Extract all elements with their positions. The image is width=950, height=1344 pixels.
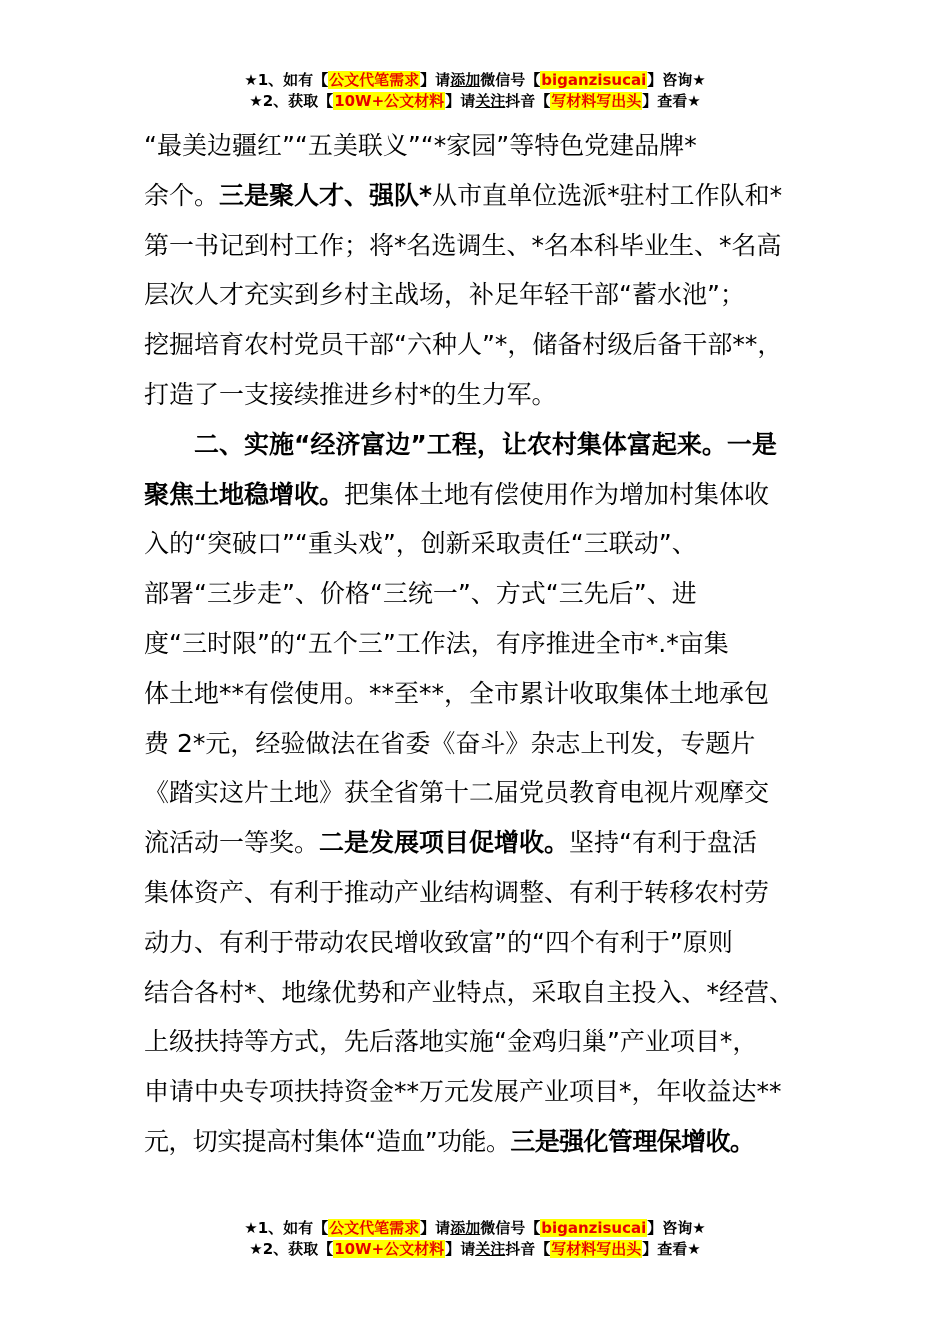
banner-line-2: ★2、获取【10W+公文材料】请关注抖音【写材料写出头】查看★ [249,92,701,110]
bold-heading: 三是强化管理保增收。 [510,1126,755,1156]
text-line: 挖掘培育农村党员干部“六种人”*，储备村级后备干部**， [144,330,783,360]
text-line: 上级扶持等方式，先后落地实施“金鸡归巢”产业项目*， [144,1027,758,1057]
text-line: 度“三时限”的“五个三”工作法，有序推进全市*.*亩集 [144,628,729,658]
text-line: 元，切实提高村集体“造血”功能。三是强化管理保增收。 [144,1126,755,1156]
text-line: 动力、有利于带动农民增收致富”的“四个有利于”原则 [144,927,733,957]
bold-heading: 二是发展项目促增收。 [319,828,570,858]
text-line: 第一书记到村工作；将*名选调生、*名本科毕业生、*名高 [144,230,782,260]
text-line: “最美边疆红”“五美联义”“*家园”等特色党建品牌* [144,131,697,160]
banner-line-2: ★2、获取【10W+公文材料】请关注抖音【写材料写出头】查看★ [249,1240,701,1258]
banner-line-1: ★1、如有【公文代笔需求】请添加微信号【biganzisucai】咨询★ [244,71,706,89]
text-line: 集体资产、有利于推动产业结构调整、有利于转移农村劳 [144,877,770,907]
header-banner [0,70,950,112]
bold-heading: 聚焦土地稳增收。 [144,479,345,509]
text-line: 《踏实这片土地》获全省第十二届党员教育电视片观摩交 [144,778,770,808]
highlight-douyin: 写材料写出头 [551,92,642,110]
bold-heading: 三是聚人才、强队* [219,180,433,210]
highlight-materials: 10W+公文材料 [334,92,445,110]
footer-banner [0,1218,950,1260]
text-line: 余个。三是聚人才、强队*从市直单位选派*驻村工作队和* [144,180,783,210]
highlight-materials: 10W+公文材料 [334,1240,445,1258]
highlight-douyin: 写材料写出头 [551,1240,642,1258]
text-line: 打造了一支接续推进乡村*的生力军。 [144,379,557,409]
banner-line-1: ★1、如有【公文代笔需求】请添加微信号【biganzisucai】咨询★ [244,1219,706,1237]
text-line: 申请中央专项扶持资金**万元发展产业项目*，年收益达** [144,1077,782,1107]
text-line: 结合各村*、地缘优势和产业特点，采取自主投入、*经营、 [144,977,795,1007]
text-line: 层次人才充实到乡村主战场，补足年轻干部“蓄水池”； [144,280,745,310]
text-line: 聚焦土地稳增收。把集体土地有偿使用作为增加村集体收 [144,479,770,509]
text-line: 部署“三步走”、价格“三统一”、方式“三先后”、进 [144,579,697,609]
highlight-service: 公文代笔需求 [329,71,420,89]
text-line: 流活动一等奖。二是发展项目促增收。坚持“有利于盘活 [144,828,757,858]
highlight-wechat-id: biganzisucai [541,1219,647,1237]
highlight-wechat-id: biganzisucai [541,71,647,89]
section-heading: 二、实施“经济富边”工程，让农村集体富起来。一是 [194,429,777,459]
text-line: 体土地**有偿使用。**至**，全市累计收取集体土地承包 [144,678,770,708]
document-body [144,121,834,1167]
text-line: 入的“突破口”“重头戏”，创新采取责任“三联动”、 [144,529,697,559]
text-line: 费 2*元，经验做法在省委《奋斗》杂志上刊发，专题片 [144,728,756,758]
highlight-service: 公文代笔需求 [329,1219,420,1237]
